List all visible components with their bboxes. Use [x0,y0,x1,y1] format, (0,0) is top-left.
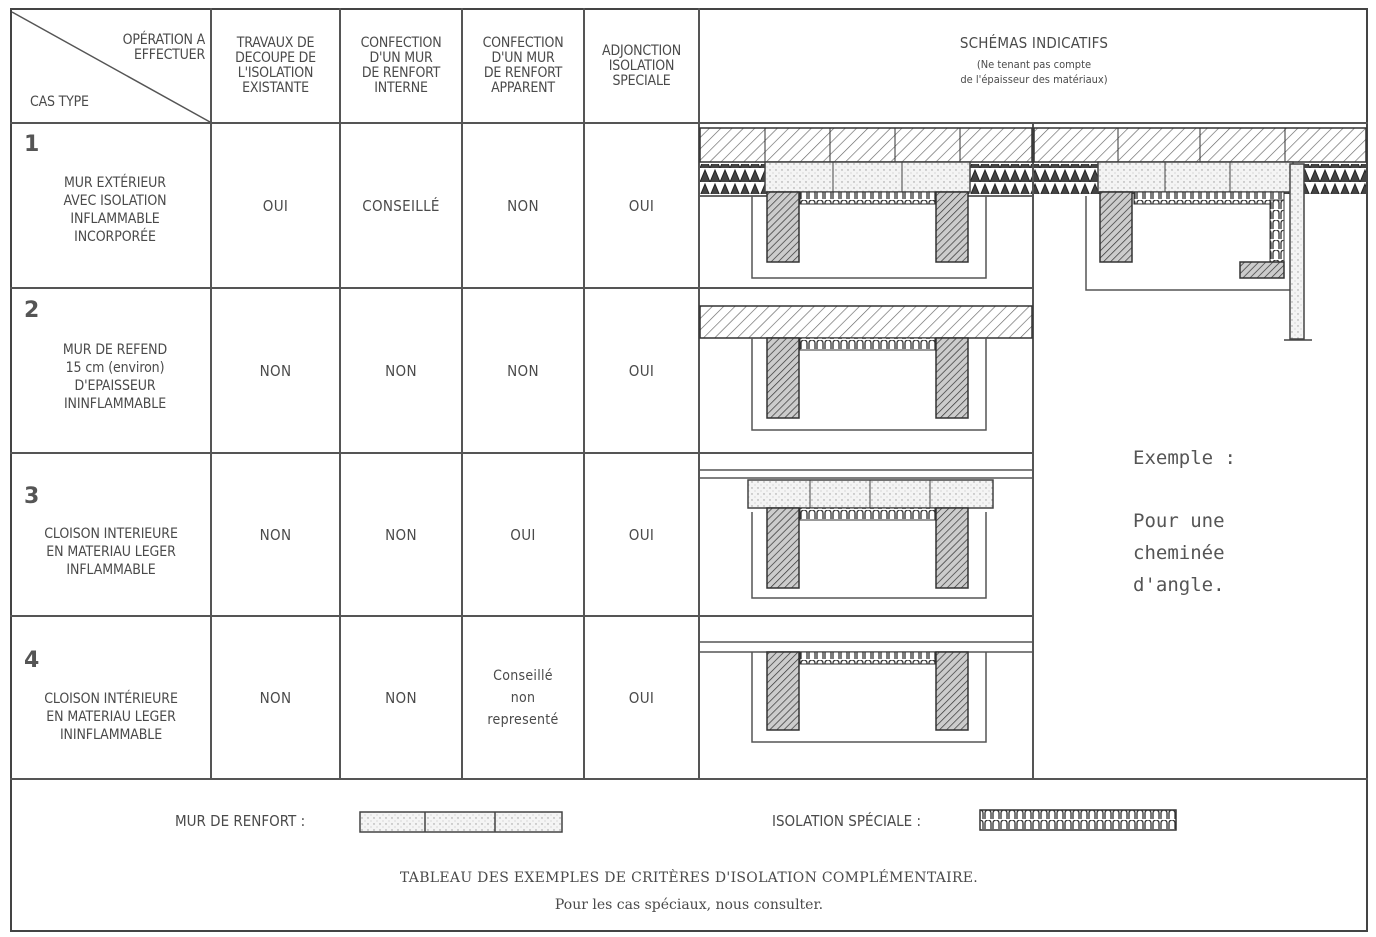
schemas-title-text: SCHÉMAS INDICATIFS [959,34,1109,52]
row1-renfort-apparent: NON [507,196,539,215]
row4-isolation: OUI [628,688,655,707]
schema-row2 [700,306,1032,430]
legend-isolation-speciale: ISOLATION SPÉCIALE : [772,812,922,830]
case-label-4: CLOISON INTÉRIEURE EN MATERIAU LEGER ININFLAMMABLE [44,691,178,743]
row4-decoupe: NON [259,688,292,707]
legend-mur-renfort: MUR DE RENFORT : [175,812,306,830]
case-number-3: 3 [24,484,40,509]
schemas-note-1: (Ne tenant pas compte [976,58,1092,71]
schema-row1-left [700,128,1032,278]
row1-isolation: OUI [628,196,655,215]
row4-renfort-apparent: Conseillé non representé [487,667,559,728]
row3-isolation: OUI [628,525,655,544]
diagonal-bottom-label: CAS TYPE [30,93,89,110]
row2-isolation: OUI [628,361,655,380]
col-header-renfort-apparent: CONFECTION D'UN MUR DE RENFORT APPARENT [482,35,564,96]
exemple-description: Pour une cheminée d'angle. [1133,510,1225,596]
schemas-note-2: de l'épaisseur des matériaux) [960,73,1108,86]
schema-row4 [700,642,1032,742]
row2-decoupe: NON [259,361,292,380]
row1-decoupe: OUI [262,196,289,215]
case-number-2: 2 [24,298,40,323]
exemple-heading: Exemple : [1133,447,1236,469]
row4-renfort-interne: NON [385,688,417,707]
row3-decoupe: NON [259,525,292,544]
schema-row1-right [1034,128,1366,340]
case-label-1: MUR EXTÉRIEUR AVEC ISOLATION INFLAMMABLE INCORPORÉE [63,175,167,245]
row1-renfort-interne: CONSEILLÉ [362,196,440,215]
row3-renfort-apparent: OUI [510,525,536,544]
case-number-4: 4 [24,648,40,673]
col-header-decoupe: TRAVAUX DE DECOUPE DE L'ISOLATION EXISTANTE [235,35,316,96]
caption-subtitle: Pour les cas spéciaux, nous consulter. [554,897,824,913]
caption-title: TABLEAU DES EXEMPLES DE CRITÈRES D'ISOLATION COMPLÉMENTAIRE. [399,870,979,886]
case-label-3: CLOISON INTERIEURE EN MATERIAU LEGER INFLAMMABLE [44,526,178,578]
case-label-2: MUR DE REFEND 15 cm (environ) D'EPAISSEUR ININFLAMMABLE [62,342,168,412]
row3-renfort-interne: NON [385,525,417,544]
row2-renfort-apparent: NON [507,361,539,380]
diagonal-top-label: OPÉRATION A EFFECTUER [122,32,205,63]
col-header-isolation-speciale: ADJONCTION ISOLATION SPECIALE [602,42,681,89]
row2-renfort-interne: NON [385,361,417,380]
col-header-renfort-interne: CONFECTION D'UN MUR DE RENFORT INTERNE [360,35,442,96]
case-number-1: 1 [24,132,40,157]
schema-row3 [700,470,1032,598]
legend-swatches [360,810,1176,832]
